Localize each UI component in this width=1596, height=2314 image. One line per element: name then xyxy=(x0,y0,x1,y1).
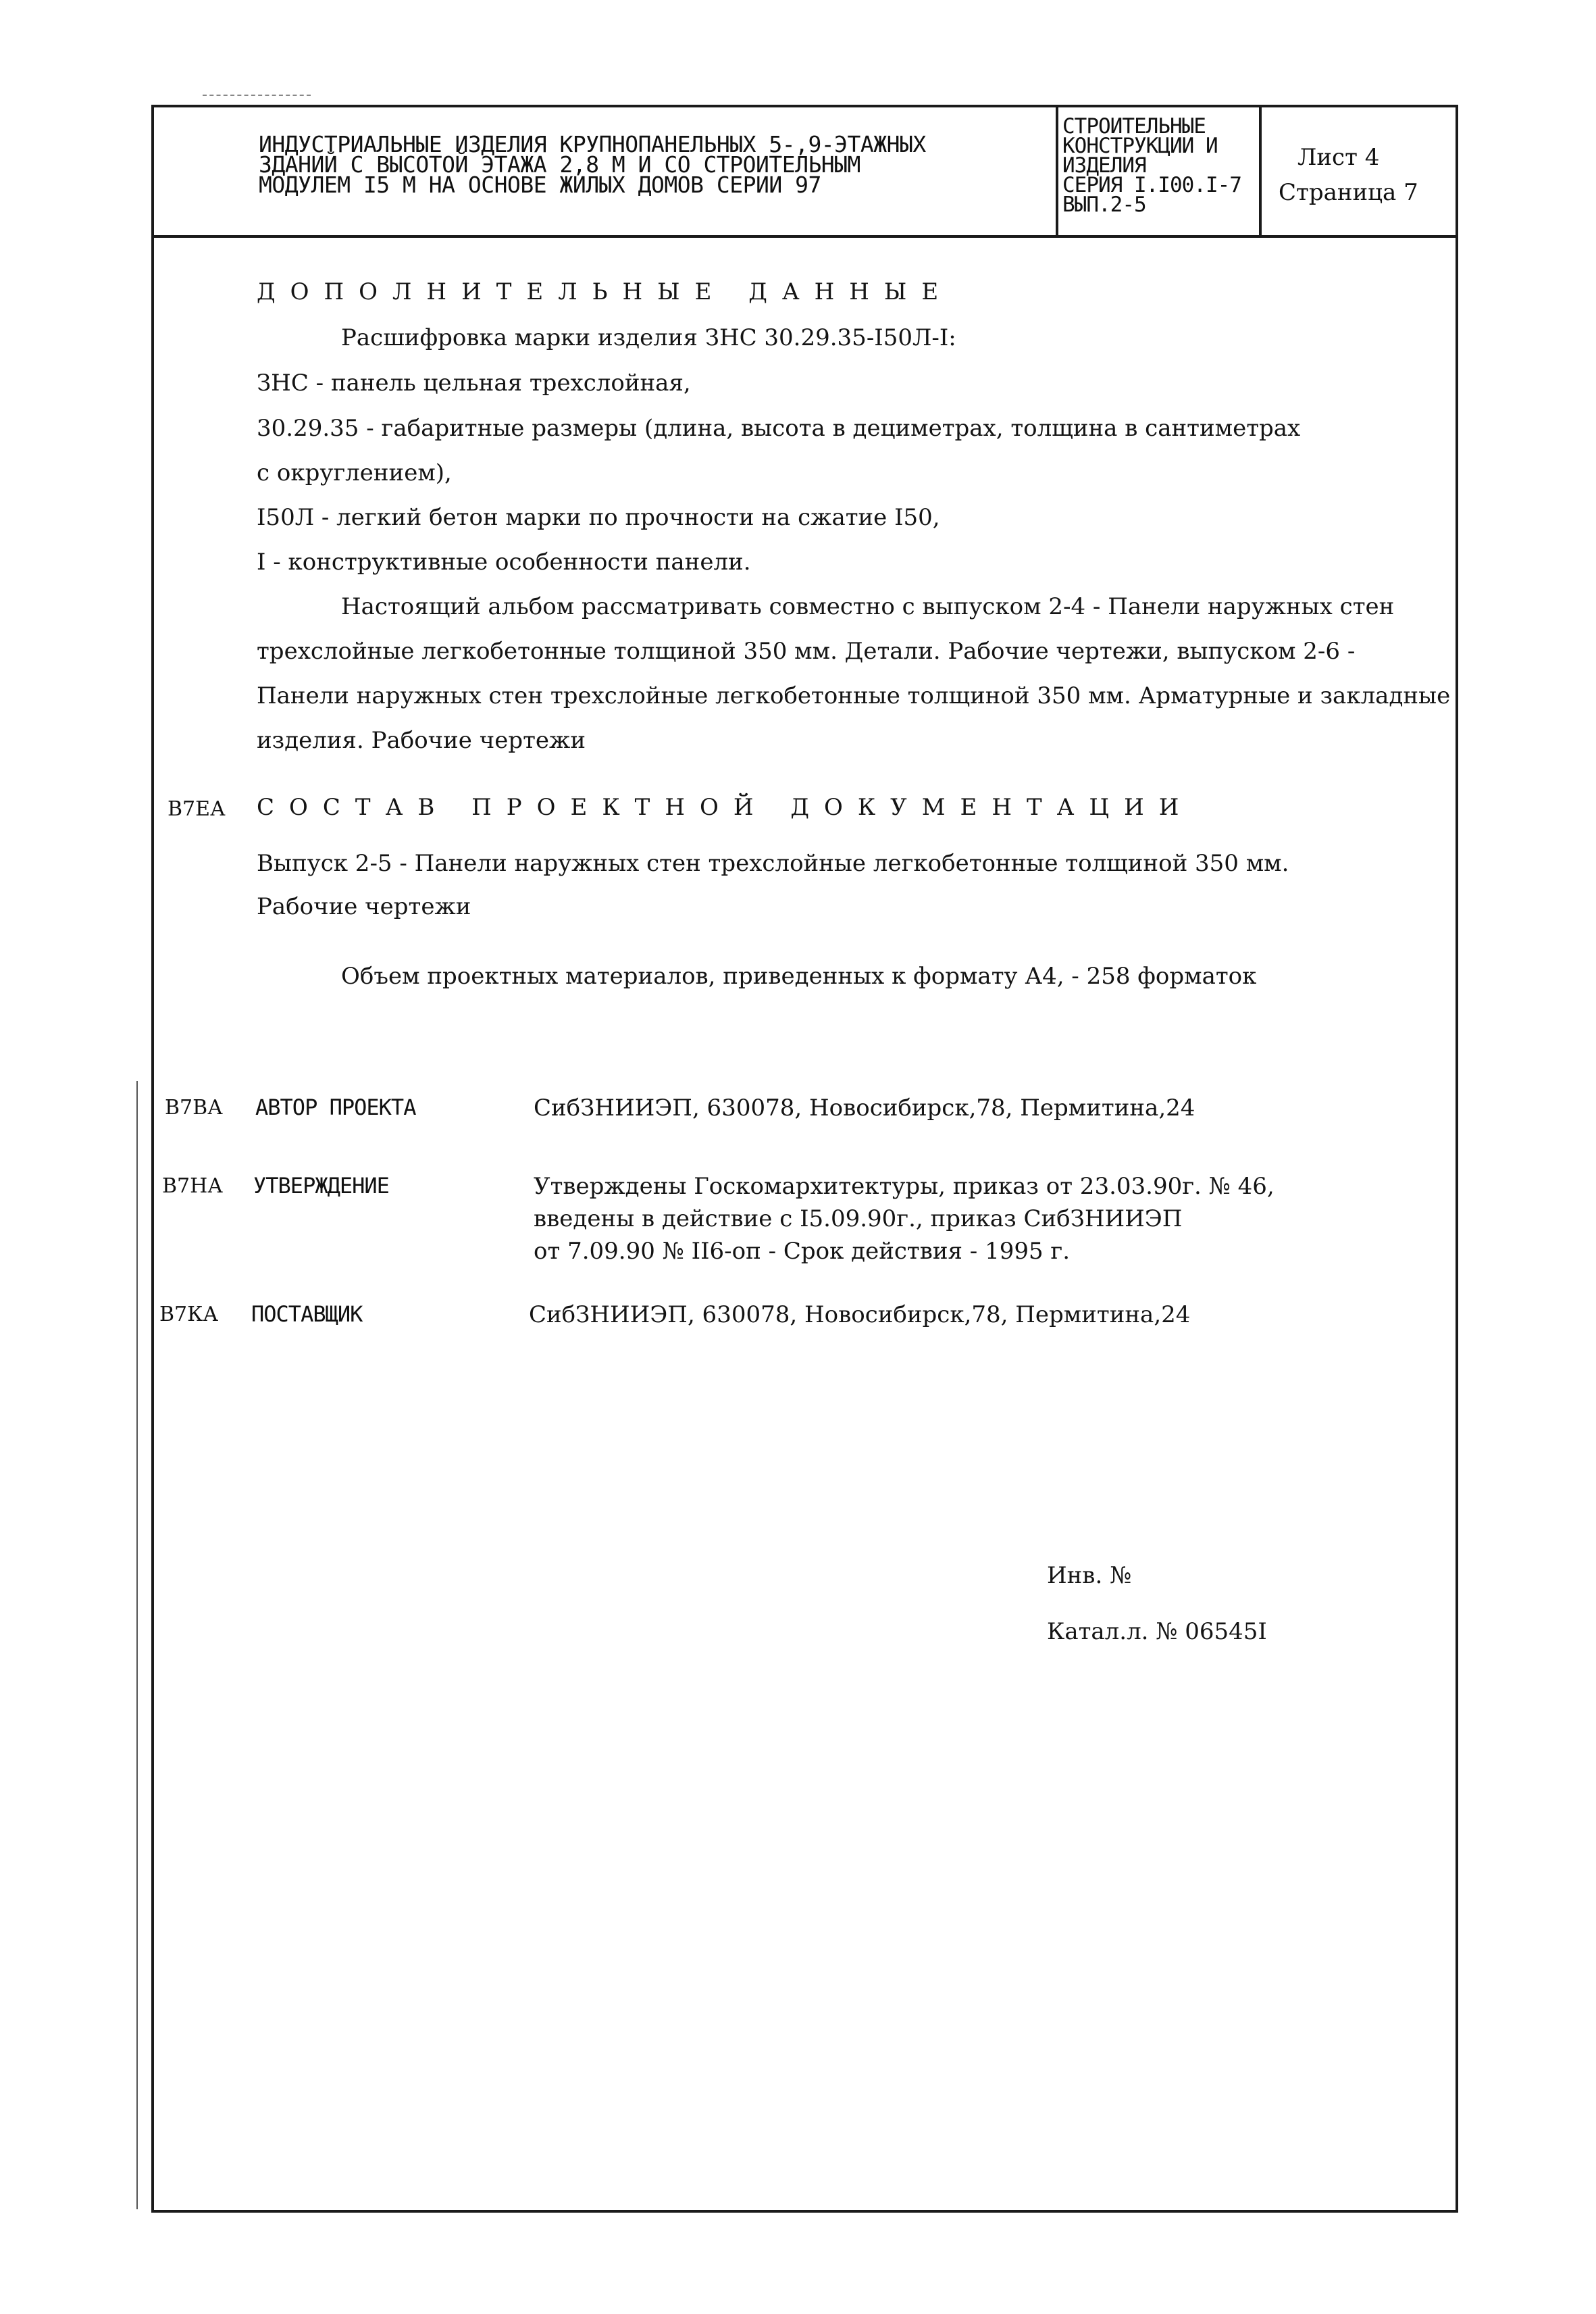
series-cell xyxy=(1056,107,1262,235)
composition-code: В7ЕА xyxy=(168,797,226,821)
extra-data-line: 30.29.35 - габаритные размеры (длина, высота в дециметрах, толщина в сантиметрах xyxy=(257,415,1301,442)
approval-code: В7НА xyxy=(162,1174,224,1198)
composition-line: Рабочие чертежи xyxy=(257,893,471,920)
catalog-number: Катал.л. № 06545I xyxy=(1047,1618,1267,1645)
approval-line: от 7.09.90 № II6-оп - Срок действия - 1995 г. xyxy=(534,1238,1071,1265)
volume-line: Объем проектных материалов, приведенных к формату А4, - 258 форматок xyxy=(341,963,1257,990)
title-line: ИНДУСТРИАЛЬНЫЕ ИЗДЕЛИЯ КРУПНОПАНЕЛЬНЫХ 5-,9-ЭТАЖНЫХ xyxy=(259,131,926,157)
extra-data-line: изделия. Рабочие чертежи xyxy=(257,727,586,754)
extra-data-heading: ДОПОЛНИТЕЛЬНЫЕ ДАННЫЕ xyxy=(257,278,954,305)
document-title xyxy=(259,131,1056,198)
supplier-code: В7КА xyxy=(159,1303,219,1326)
approval-line: введены в действие с I5.09.90г., приказ СибЗНИИЭП xyxy=(534,1205,1183,1232)
composition-line: Выпуск 2-5 - Панели наружных стен трехслойные легкобетонные толщиной 350 мм. xyxy=(257,850,1289,877)
series-line: ИЗДЕЛИЯ xyxy=(1062,153,1146,178)
title-line: ЗДАНИЙ С ВЫСОТОЙ ЭТАЖА 2,8 М И СО СТРОИТЕЛЬНЫМ xyxy=(259,151,860,178)
extra-data-line: Расшифровка марки изделия ЗНС 30.29.35-I50Л-I: xyxy=(341,324,956,351)
author-label: АВТОР ПРОЕКТА xyxy=(255,1095,416,1120)
inventory-number: Инв. № xyxy=(1047,1562,1132,1589)
author-code: В7ВА xyxy=(165,1096,223,1120)
series-line: ВЫП.2-5 xyxy=(1062,193,1146,217)
extra-data-line: с округлением), xyxy=(257,459,452,486)
series-line: КОНСТРУКЦИИ И xyxy=(1062,134,1218,158)
sheet-cell xyxy=(1279,140,1418,210)
series-line: СЕРИЯ I.I00.I-7 xyxy=(1062,173,1241,197)
composition-heading: СОСТАВ ПРОЕКТНОЙ ДОКУМЕНТАЦИИ xyxy=(257,794,1194,821)
extra-data-line: ЗНС - панель цельная трехслойная, xyxy=(257,370,691,397)
sheet-number: Лист 4 xyxy=(1297,144,1380,171)
approval-label: УТВЕРЖДЕНИЕ xyxy=(253,1173,389,1199)
supplier-value: СибЗНИИЭП, 630078, Новосибирск,78, Пермитина,24 xyxy=(529,1301,1191,1328)
extra-data-line: I - конструктивные особенности панели. xyxy=(257,549,751,576)
extra-data-line: трехслойные легкобетонные толщиной 350 мм. Детали. Рабочие чертежи, выпуском 2-6 - xyxy=(257,638,1356,665)
extra-data-line: Настоящий альбом рассматривать совместно с выпуском 2-4 - Панели наружных стен xyxy=(341,593,1395,620)
extra-data-line: I50Л - легкий бетон марки по прочности на сжатие I50, xyxy=(257,504,940,531)
author-value: СибЗНИИЭП, 630078, Новосибирск,78, Пермитина,24 xyxy=(534,1095,1195,1122)
supplier-label: ПОСТАВЩИК xyxy=(251,1301,363,1327)
title-block xyxy=(154,107,1456,238)
series-line: СТРОИТЕЛЬНЫЕ xyxy=(1062,114,1206,139)
title-line: МОДУЛЕМ I5 М НА ОСНОВЕ ЖИЛЫХ ДОМОВ СЕРИИ 97 xyxy=(259,172,821,198)
binding-line xyxy=(136,1081,138,2209)
approval-line: Утверждены Госкомархитектуры, приказ от 23.03.90г. № 46, xyxy=(534,1173,1275,1200)
page-number: Страница 7 xyxy=(1279,179,1418,206)
scan-mark xyxy=(203,95,311,97)
extra-data-line: Панели наружных стен трехслойные легкобетонные толщиной 350 мм. Арматурные и закладные xyxy=(257,682,1451,709)
